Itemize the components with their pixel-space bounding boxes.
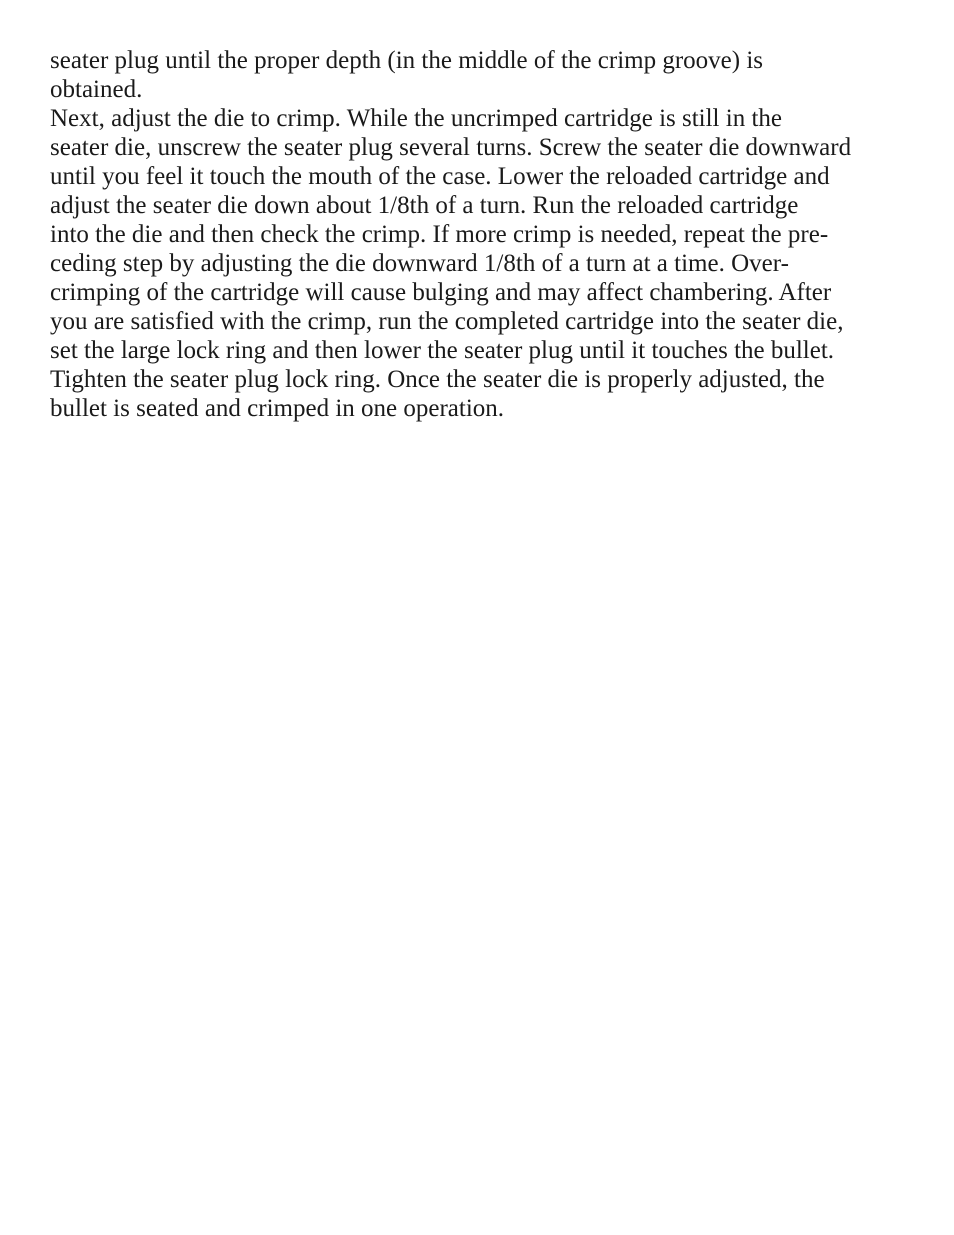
text-line: seater die, unscrew the seater plug several turns. Screw the seater die downward bbox=[50, 134, 852, 161]
text-line: you are satisfied with the crimp, run the completed cartridge into the seater die, bbox=[50, 308, 844, 335]
text-line: Tighten the seater plug lock ring. Once the seater die is properly adjusted, the bbox=[50, 366, 825, 393]
text-line: adjust the seater die down about 1/8th of a turn. Run the reloaded cartridge bbox=[50, 192, 799, 219]
text-line: crimping of the cartridge will cause bulging and may affect chambering. After bbox=[50, 279, 832, 306]
text-line: Next, adjust the die to crimp. While the uncrimped cartridge is still in the bbox=[50, 105, 782, 132]
text-line: into the die and then check the crimp. If more crimp is needed, repeat the pre- bbox=[50, 221, 829, 248]
text-line: bullet is seated and crimped in one operation. bbox=[50, 395, 505, 422]
body-text bbox=[50, 46, 920, 423]
text-line: ceding step by adjusting the die downward 1/8th of a turn at a time. Over- bbox=[50, 250, 789, 277]
text-line: obtained. bbox=[50, 76, 143, 103]
text-line: until you feel it touch the mouth of the case. Lower the reloaded cartridge and bbox=[50, 163, 830, 190]
text-line: set the large lock ring and then lower the seater plug until it touches the bullet. bbox=[50, 337, 835, 364]
text-line: seater plug until the proper depth (in the middle of the crimp groove) is bbox=[50, 47, 764, 74]
